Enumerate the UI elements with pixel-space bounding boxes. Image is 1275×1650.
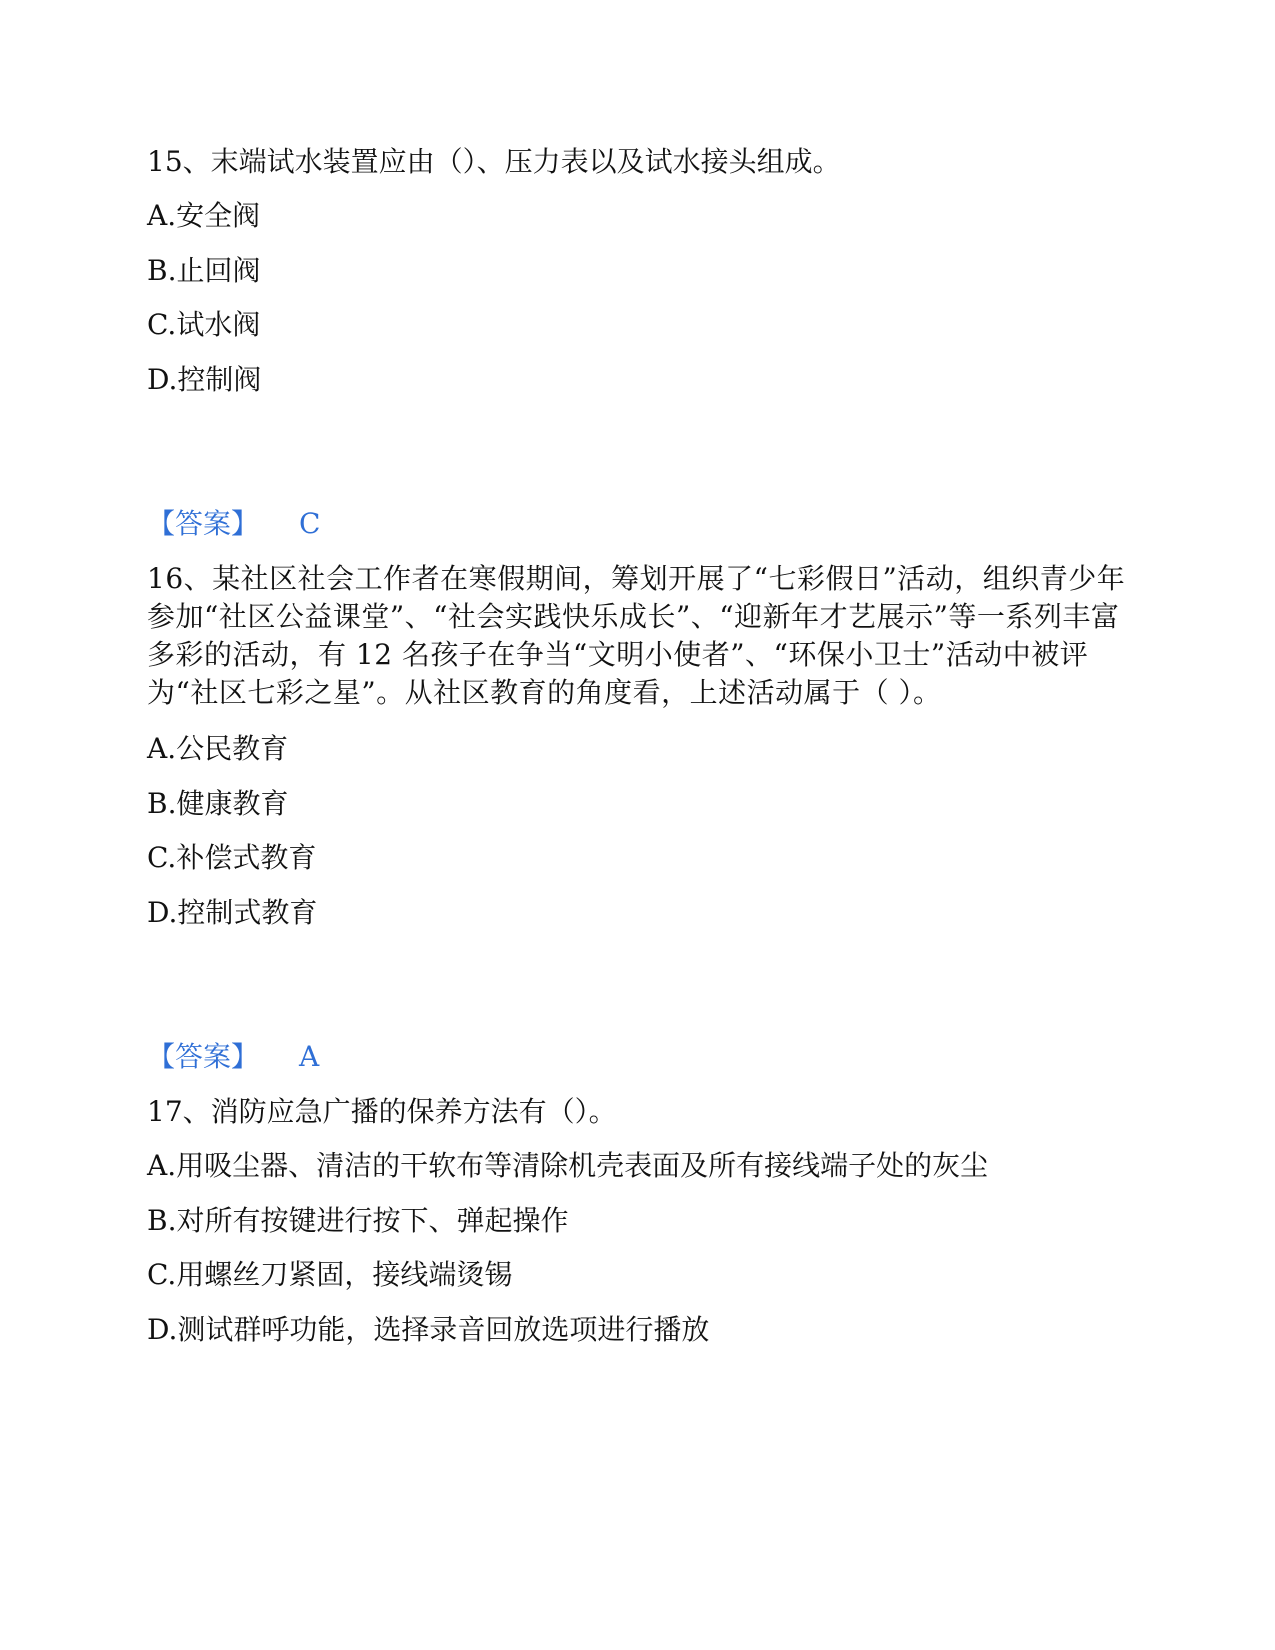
question-17-stem: 17、消防应急广播的保养方法有（）。 <box>147 1095 617 1128</box>
question-16-option-a: A.公民教育 <box>147 732 289 765</box>
question-15-answer <box>147 504 320 544</box>
answer-label: 【答案】 <box>147 1040 260 1073</box>
question-17-option-a: A.用吸尘器、清洁的干软布等清除机壳表面及所有接线端子处的灰尘 <box>147 1149 989 1182</box>
question-17-option-c: C.用螺丝刀紧固，接线端烫锡 <box>147 1258 513 1291</box>
question-15-option-a: A.安全阀 <box>147 199 261 232</box>
question-16-option-d: D.控制式教育 <box>147 896 318 929</box>
question-17-option-b: B.对所有按键进行按下、弹起操作 <box>147 1204 569 1237</box>
question-15-option-b: B.止回阀 <box>147 254 261 287</box>
answer-value: A <box>299 1040 320 1073</box>
question-16-option-c: C.补偿式教育 <box>147 841 317 874</box>
answer-label: 【答案】 <box>147 507 260 540</box>
answer-value: C <box>299 507 321 540</box>
question-16-answer <box>147 1037 319 1077</box>
question-15-stem: 15、末端试水装置应由（）、压力表以及试水接头组成。 <box>147 145 841 178</box>
question-17-option-d: D.测试群呼功能，选择录音回放选项进行播放 <box>147 1313 710 1346</box>
question-16-stem: 16、某社区社会工作者在寒假期间，筹划开展了“七彩假日”活动，组织青少年参加“社区公益课堂”、“社会实践快乐成长”、“迎新年才艺展示”等一系列丰富多彩的活动，有 12 名孩子在争当“文明小使者”、“环保小卫士”活动中被评为“社区七彩之星”。从社区教育的角度看，上述活动属于（ ）。 <box>147 562 1126 709</box>
question-15-option-d: D.控制阀 <box>147 363 262 396</box>
question-16-option-b: B.健康教育 <box>147 787 289 820</box>
question-15-option-c: C.试水阀 <box>147 308 261 341</box>
